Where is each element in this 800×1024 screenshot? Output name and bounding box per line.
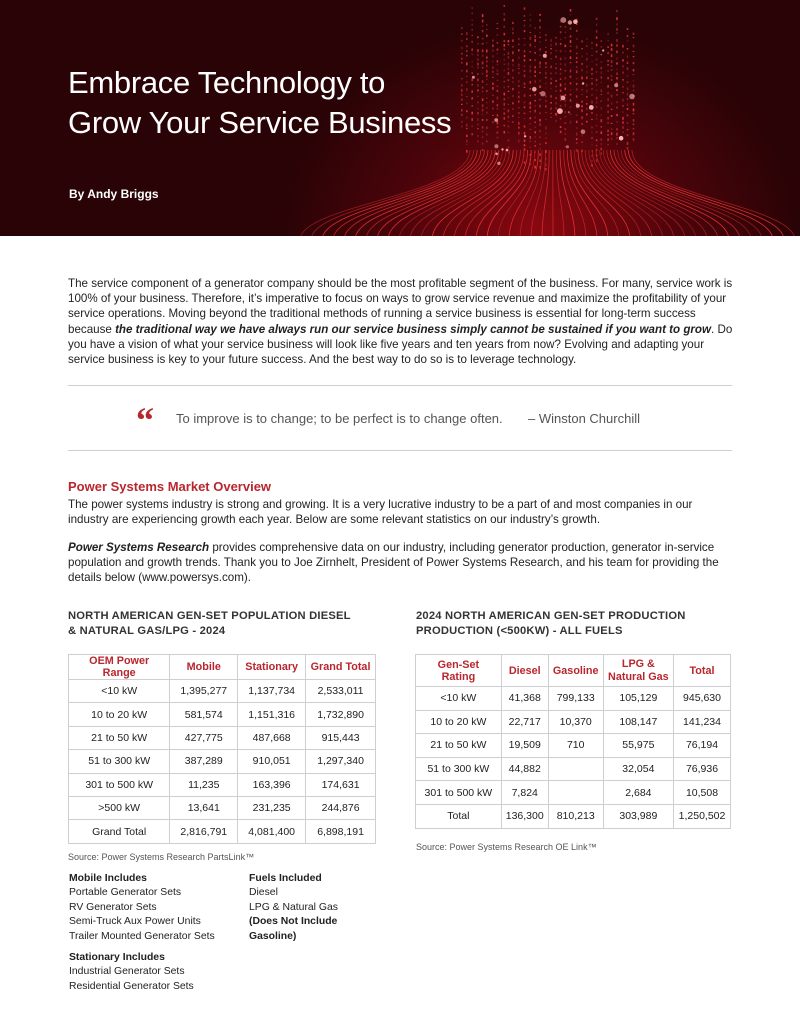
table-total-row bbox=[69, 820, 376, 843]
market-paragraph-1: The power systems industry is strong and growing. It is a very lucrative industry to be a part of and most companies in our industry are experiencing growth each year. Below are some relevant statistics on our industry’s growth. bbox=[68, 498, 693, 527]
table-cell: 44,882 bbox=[501, 757, 548, 781]
table-cell: 945,630 bbox=[674, 687, 731, 711]
table2-heading bbox=[416, 609, 686, 639]
table-cell: Total bbox=[416, 804, 502, 828]
table-total-row bbox=[416, 804, 731, 828]
table-row bbox=[69, 726, 376, 749]
table-cell: 1,250,502 bbox=[674, 804, 731, 828]
column-header: Gen-Set Rating bbox=[416, 655, 502, 687]
column-header: Total bbox=[674, 655, 731, 687]
table-header-row bbox=[416, 655, 731, 687]
list-item: Diesel bbox=[249, 887, 278, 899]
table-cell: 303,989 bbox=[603, 804, 673, 828]
table-cell: 19,509 bbox=[501, 734, 548, 758]
table-cell: 915,443 bbox=[306, 726, 376, 749]
table2-heading-line-2: PRODUCTION (<500KW) - ALL FUELS bbox=[416, 625, 623, 637]
table-cell: 7,824 bbox=[501, 781, 548, 805]
column-header: Mobile bbox=[170, 655, 238, 680]
fuels-included-heading: Fuels Included bbox=[249, 873, 322, 884]
table-cell: 2,816,791 bbox=[170, 820, 238, 843]
table-row bbox=[69, 703, 376, 726]
table-cell: >500 kW bbox=[69, 796, 170, 819]
list-item: RV Generator Sets bbox=[69, 901, 157, 913]
table-cell: 21 to 50 kW bbox=[416, 734, 502, 758]
table-row bbox=[69, 773, 376, 796]
table-cell: 105,129 bbox=[603, 687, 673, 711]
table-cell: 10,508 bbox=[674, 781, 731, 805]
table-cell: 2,684 bbox=[603, 781, 673, 805]
table-cell: 22,717 bbox=[501, 710, 548, 734]
article-title bbox=[68, 63, 508, 143]
table-cell: 2,533,011 bbox=[306, 680, 376, 703]
table-cell: 1,137,734 bbox=[238, 680, 306, 703]
table-cell: 1,151,316 bbox=[238, 703, 306, 726]
table-cell: 76,936 bbox=[674, 757, 731, 781]
table-cell: 10 to 20 kW bbox=[69, 703, 170, 726]
table-cell: Grand Total bbox=[69, 820, 170, 843]
table-cell: 13,641 bbox=[170, 796, 238, 819]
list-item: Trailer Mounted Generator Sets bbox=[69, 930, 215, 942]
table-cell: 10,370 bbox=[548, 710, 603, 734]
table-cell: 799,133 bbox=[548, 687, 603, 711]
table-cell: 51 to 300 kW bbox=[69, 750, 170, 773]
table-row bbox=[416, 781, 731, 805]
table-cell: 55,975 bbox=[603, 734, 673, 758]
table-cell: 1,395,277 bbox=[170, 680, 238, 703]
list-item: Residential Generator Sets bbox=[69, 980, 194, 992]
divider-top bbox=[68, 385, 732, 386]
table-header-row bbox=[69, 655, 376, 680]
list-item: Semi-Truck Aux Power Units bbox=[69, 916, 201, 928]
table-cell: 32,054 bbox=[603, 757, 673, 781]
table-row bbox=[69, 750, 376, 773]
intro-emphasis: the traditional way we have always run our service business simply cannot be sustained if you want to grow bbox=[115, 322, 712, 336]
pull-quote: To improve is to change; to be perfect is to change often. bbox=[176, 411, 503, 426]
table1-heading bbox=[68, 609, 351, 639]
list-item: LPG & Natural Gas bbox=[249, 901, 338, 913]
mobile-includes-list bbox=[69, 872, 239, 944]
intro-text-before: The service component of a generator company should be the most profitable segment of the business. For many, service work is 100% of your business. Therefore, it’s imperative to focus on ways to grow service revenue and maximize the profitability of your service operations. Moving beyond the traditional methods of running a service business is essential for long-term success because bbox=[68, 277, 733, 336]
table-cell: <10 kW bbox=[69, 680, 170, 703]
quote-author: – Winston Churchill bbox=[528, 411, 640, 426]
psr-emphasis: Power Systems Research bbox=[68, 541, 210, 554]
table-cell: 487,668 bbox=[238, 726, 306, 749]
table-row bbox=[416, 734, 731, 758]
table-cell bbox=[548, 757, 603, 781]
market-paragraph-2-text: provides comprehensive data on our industry, including generator production, generator in-service population and growth trends. Thank you to Joe Zirnhelt, President of Power Systems Research, and his team for providing the details below (www.powersys.com). bbox=[68, 541, 719, 585]
column-header: Grand Total bbox=[306, 655, 376, 680]
genset-production-table bbox=[415, 654, 731, 829]
table2-heading-line-1: 2024 NORTH AMERICAN GEN-SET PRODUCTION bbox=[416, 610, 686, 622]
table1-source: Source: Power Systems Research PartsLink™ bbox=[68, 852, 255, 862]
table-row bbox=[416, 757, 731, 781]
column-header: Stationary bbox=[238, 655, 306, 680]
intro-text-after: . Do you have a vision of what your service business will look like five years and ten years from now? Evolving and adapting your service business is key to your future success. And the best way to do so is to leverage technology. bbox=[68, 322, 733, 367]
table-cell: 427,775 bbox=[170, 726, 238, 749]
table-cell: 51 to 300 kW bbox=[416, 757, 502, 781]
table-cell: 810,213 bbox=[548, 804, 603, 828]
column-header: Gasoline bbox=[548, 655, 603, 687]
table-row bbox=[416, 710, 731, 734]
table1-heading-line-1: NORTH AMERICAN GEN-SET POPULATION DIESEL bbox=[68, 610, 351, 622]
table-row bbox=[69, 680, 376, 703]
table-cell: 301 to 500 kW bbox=[416, 781, 502, 805]
article-title-line-1: Embrace Technology to bbox=[68, 65, 386, 100]
list-item: Industrial Generator Sets bbox=[69, 966, 185, 978]
table-cell: 244,876 bbox=[306, 796, 376, 819]
table-cell: 6,898,191 bbox=[306, 820, 376, 843]
table-cell bbox=[548, 781, 603, 805]
market-paragraph-2 bbox=[68, 540, 734, 586]
article-title-line-2: Grow Your Service Business bbox=[68, 105, 452, 140]
column-header: LPG & Natural Gas bbox=[603, 655, 673, 687]
table-cell: 163,396 bbox=[238, 773, 306, 796]
table-cell: 174,631 bbox=[306, 773, 376, 796]
fuels-included-list bbox=[249, 872, 359, 944]
list-item: Portable Generator Sets bbox=[69, 887, 182, 899]
table-cell: 76,194 bbox=[674, 734, 731, 758]
table-cell: 910,051 bbox=[238, 750, 306, 773]
table-cell: 21 to 50 kW bbox=[69, 726, 170, 749]
mobile-includes-heading: Mobile Includes bbox=[69, 873, 147, 884]
table-cell: 581,574 bbox=[170, 703, 238, 726]
column-header: Diesel bbox=[501, 655, 548, 687]
table-cell: 108,147 bbox=[603, 710, 673, 734]
byline: By Andy Briggs bbox=[69, 187, 159, 201]
table-cell: 11,235 bbox=[170, 773, 238, 796]
table-row bbox=[416, 687, 731, 711]
divider-bottom bbox=[68, 450, 732, 451]
intro-paragraph bbox=[68, 276, 734, 367]
table-row bbox=[69, 796, 376, 819]
table-cell: 387,289 bbox=[170, 750, 238, 773]
table-cell: 41,368 bbox=[501, 687, 548, 711]
table-cell: 710 bbox=[548, 734, 603, 758]
stationary-includes-heading: Stationary Includes bbox=[69, 952, 165, 963]
column-header: OEM Power Range bbox=[69, 655, 170, 680]
table1-heading-line-2: & NATURAL GAS/LPG - 2024 bbox=[68, 625, 226, 637]
table-cell: 301 to 500 kW bbox=[69, 773, 170, 796]
hero-banner bbox=[0, 0, 800, 236]
gasoline-exclusion-note: (Does Not Include Gasoline) bbox=[249, 916, 338, 942]
table2-source: Source: Power Systems Research OE Link™ bbox=[416, 842, 597, 852]
table-cell: <10 kW bbox=[416, 687, 502, 711]
table-cell: 231,235 bbox=[238, 796, 306, 819]
table-cell: 136,300 bbox=[501, 804, 548, 828]
quote-mark-icon: “ bbox=[136, 400, 154, 440]
genset-population-table bbox=[68, 654, 376, 844]
table-cell: 141,234 bbox=[674, 710, 731, 734]
table-cell: 4,081,400 bbox=[238, 820, 306, 843]
table-cell: 10 to 20 kW bbox=[416, 710, 502, 734]
table-cell: 1,297,340 bbox=[306, 750, 376, 773]
stationary-includes-list bbox=[69, 951, 239, 994]
table-cell: 1,732,890 bbox=[306, 703, 376, 726]
section-title: Power Systems Market Overview bbox=[68, 479, 272, 494]
